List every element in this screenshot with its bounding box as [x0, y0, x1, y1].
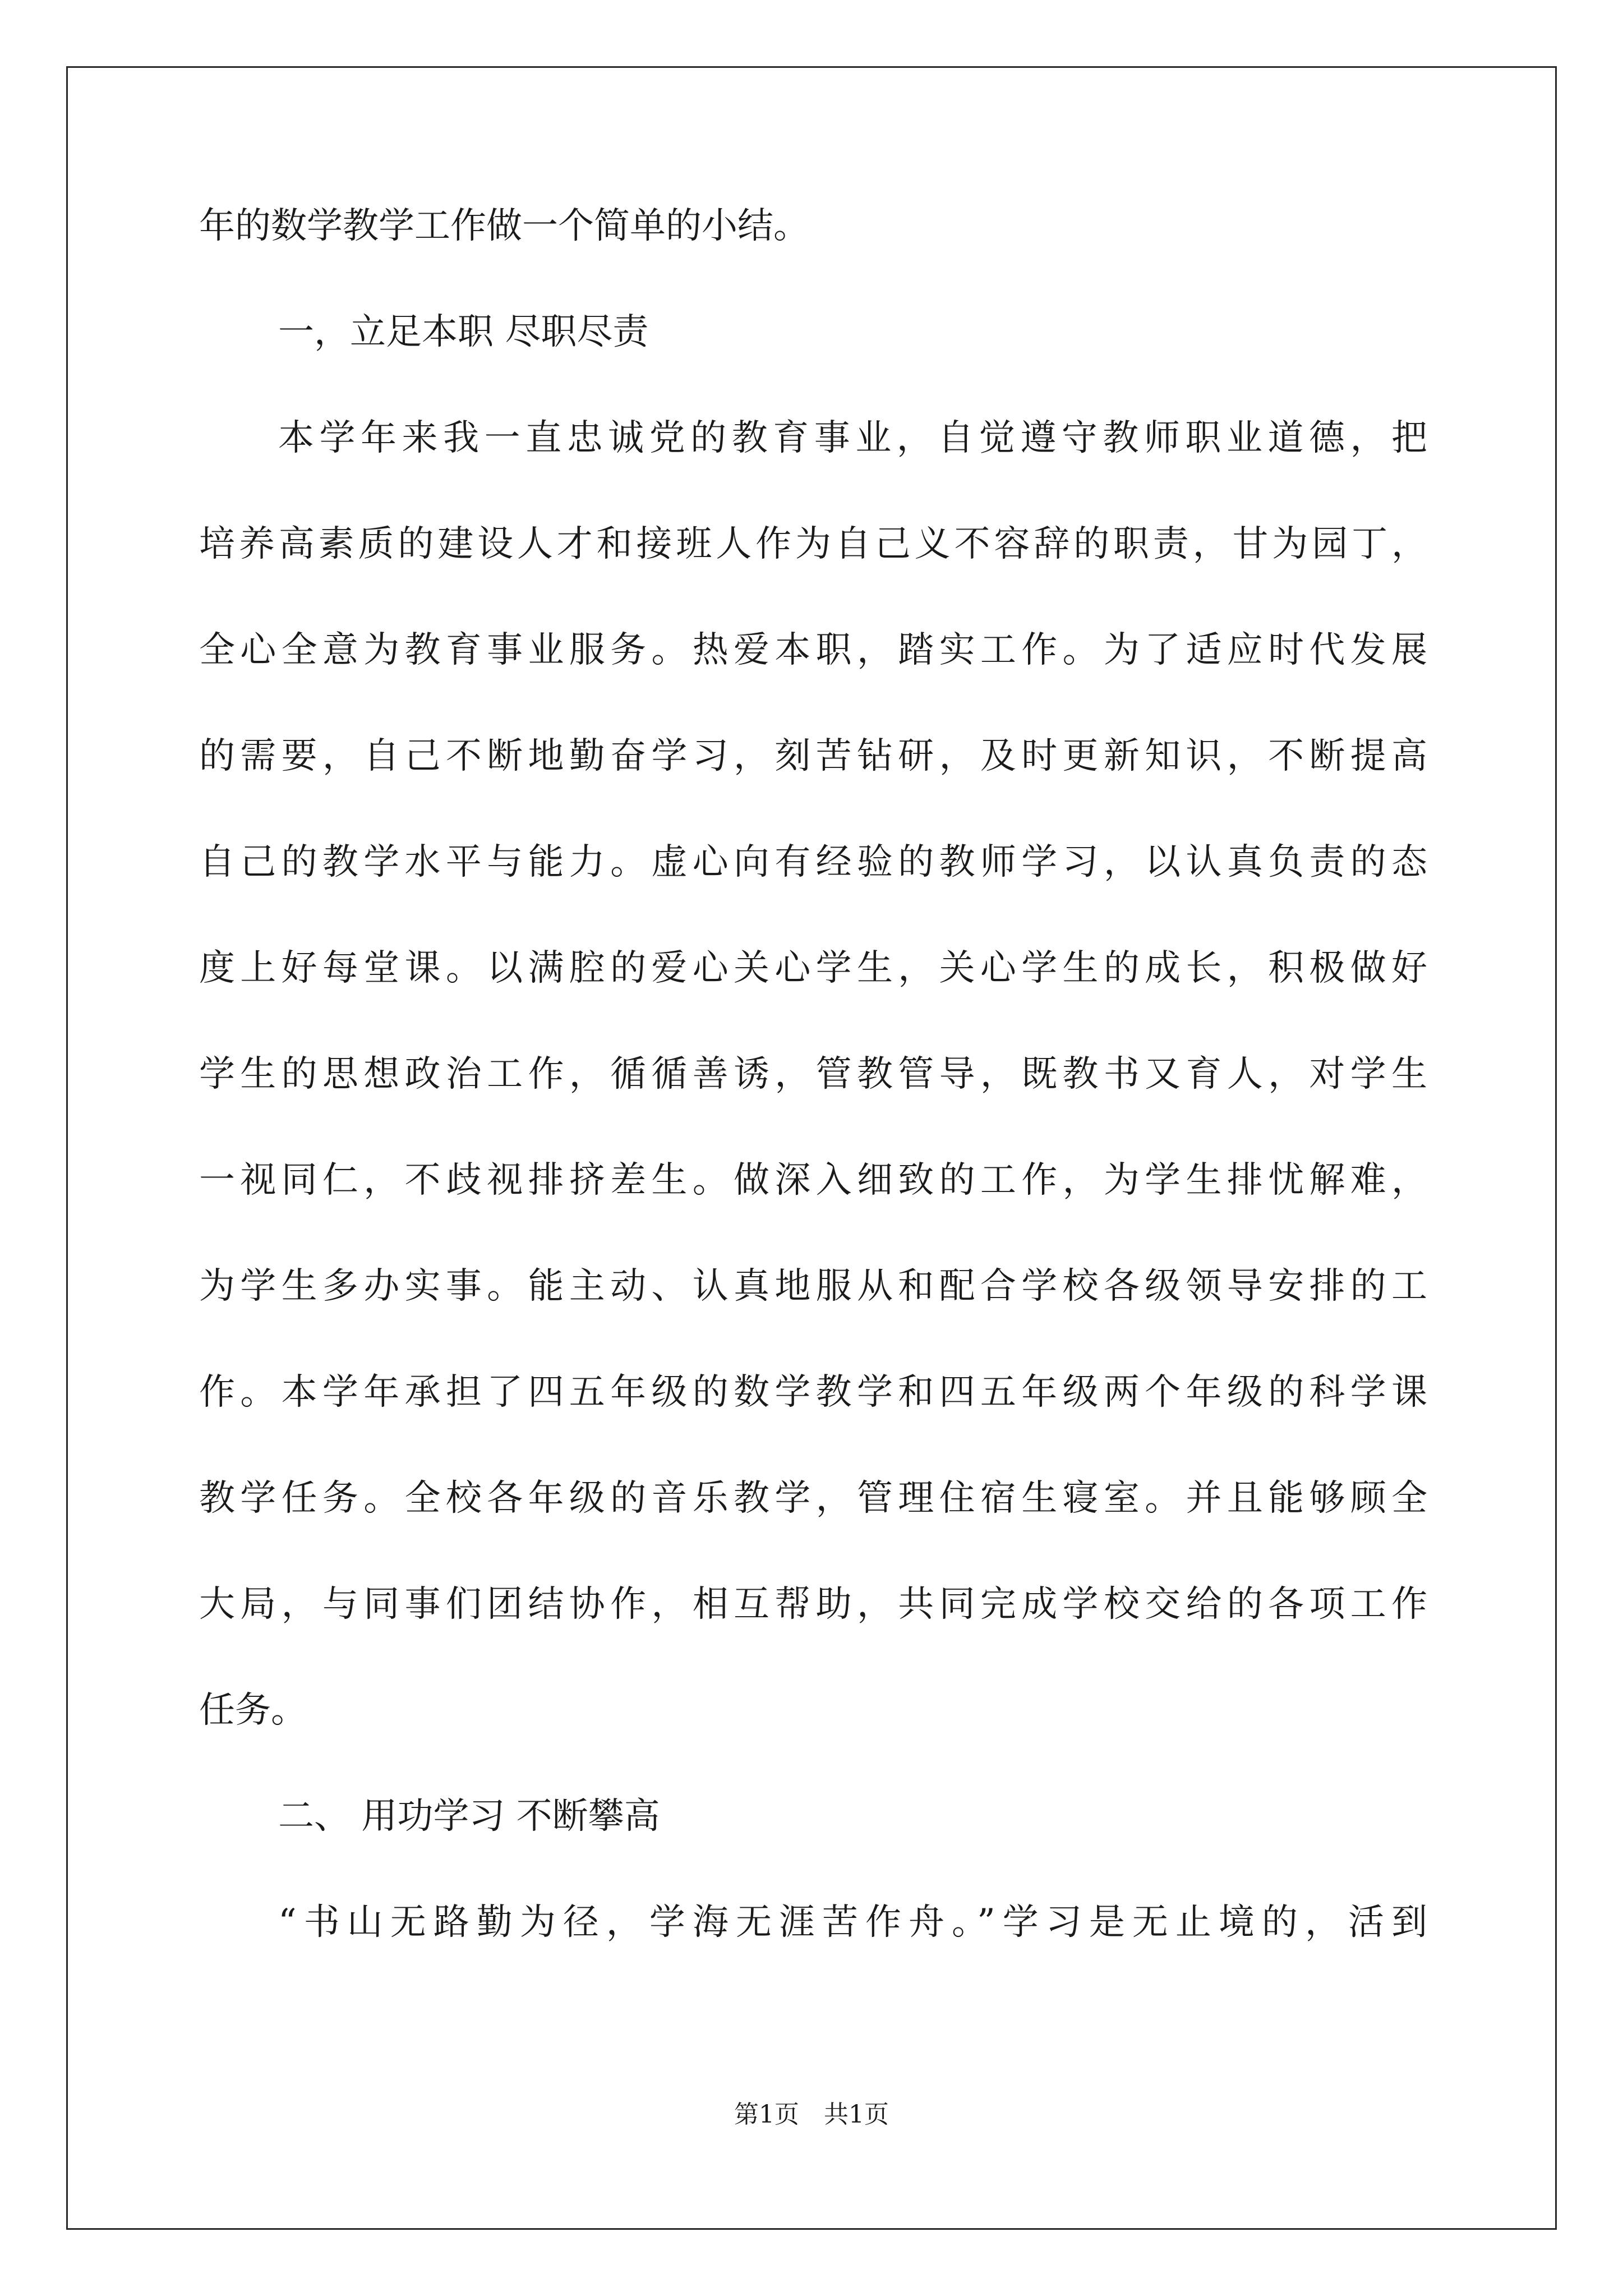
- text-line: 自己的教学水平与能力。虚心向有经验的教师学习，以认真负责的态: [199, 841, 1427, 883]
- text-line: 一视同仁，不歧视排挤差生。做深入细致的工作，为学生排忧解难，: [199, 1159, 1427, 1201]
- section-heading: 一，立足本职 尽职尽责: [278, 311, 649, 353]
- text-line: “书山无路勤为径，学海无涯苦作舟。”学习是无止境的，活到: [278, 1902, 1427, 1943]
- page-footer: 第1页 共1页: [734, 2100, 889, 2129]
- section-heading: 二、 用功学习 不断攀高: [278, 1796, 660, 1837]
- text-line: 大局，与同事们团结协作，相互帮助，共同完成学校交给的各项工作: [199, 1584, 1427, 1625]
- text-line: 全心全意为教育事业服务。热爱本职，踏实工作。为了适应时代发展: [199, 629, 1427, 671]
- text-line: 学生的思想政治工作，循循善诱，管教管导，既教书又育人，对学生: [199, 1053, 1427, 1095]
- text-line: 教学任务。全校各年级的音乐教学，管理住宿生寝室。并且能够顾全: [199, 1478, 1427, 1519]
- text-line: 的需要，自己不断地勤奋学习，刻苦钻研，及时更新知识，不断提高: [199, 735, 1427, 777]
- text-line: 任务。: [199, 1690, 307, 1731]
- text-line: 度上好每堂课。以满腔的爱心关心学生，关心学生的成长，积极做好: [199, 947, 1427, 989]
- text-line: 本学年来我一直忠诚党的教育事业，自觉遵守教师职业道德，把: [278, 417, 1427, 459]
- text-line: 作。本学年承担了四五年级的数学教学和四五年级两个年级的科学课: [199, 1372, 1427, 1413]
- text-line: 培养高素质的建设人才和接班人作为自己义不容辞的职责，甘为园丁，: [199, 523, 1427, 565]
- text-line: 年的数学教学工作做一个简单的小结。: [199, 205, 809, 247]
- text-line: 为学生多办实事。能主动、认真地服从和配合学校各级领导安排的工: [199, 1266, 1427, 1307]
